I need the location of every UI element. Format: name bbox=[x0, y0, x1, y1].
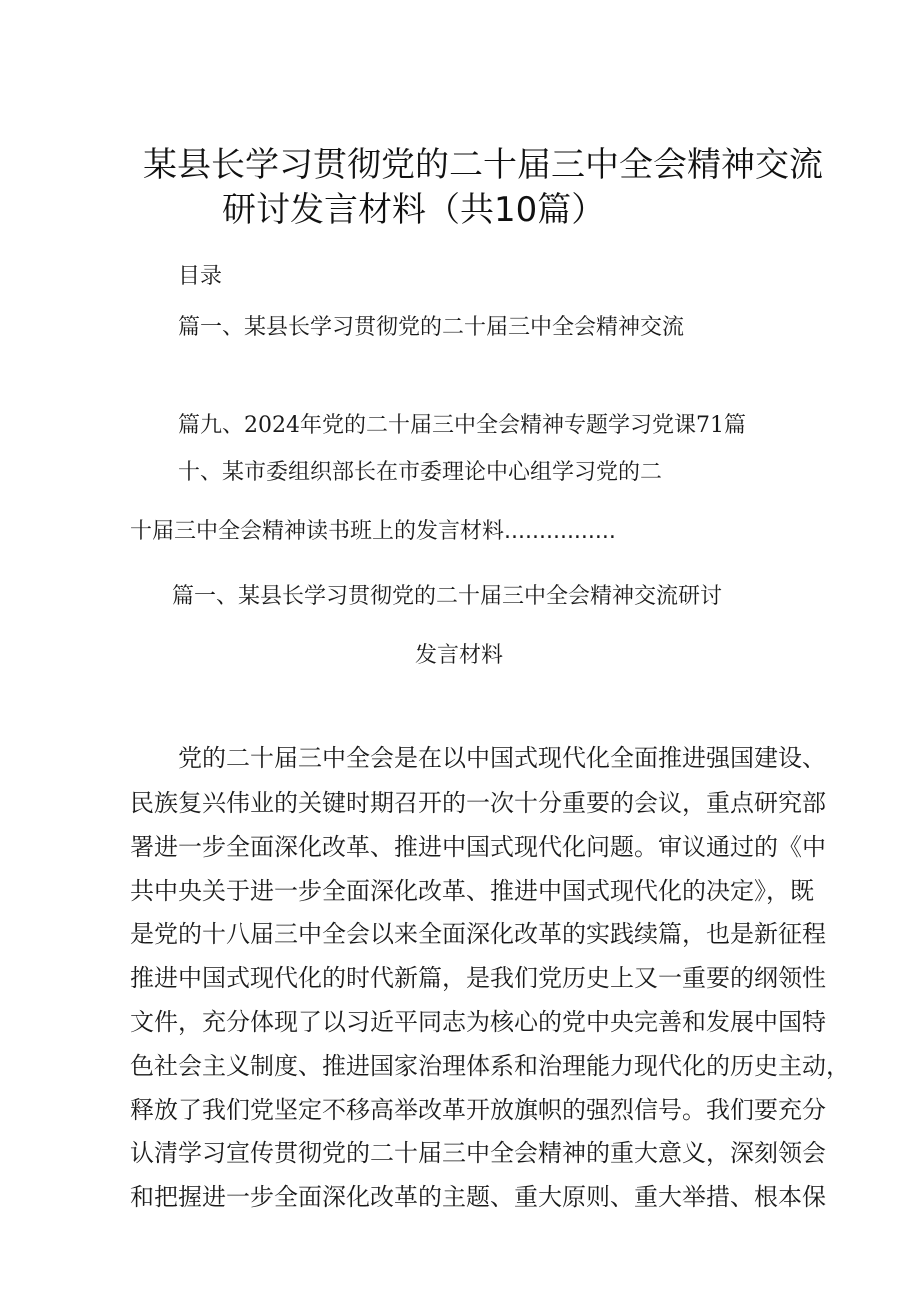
body-paragraph-line: 和把握进一步全面深化改革的主题、重大原则、重大举措、根本保 bbox=[130, 1183, 826, 1211]
body-paragraph-line: 是党的十八届三中全会以来全面深化改革的实践续篇，也是新征程 bbox=[130, 920, 826, 948]
body-paragraph-line: 释放了我们党坚定不移高举改革开放旗帜的强烈信号。我们要充分 bbox=[130, 1096, 826, 1124]
toc-item-9[interactable]: 篇九、2024年党的二十届三中全会精神专题学习党课71篇 bbox=[178, 413, 746, 438]
document-title-line-1: 某县长学习贯彻党的二十届三中全会精神交流 bbox=[143, 145, 823, 185]
toc-item-10-line-1[interactable]: 十、某市委组织部长在市委理论中心组学习党的二 bbox=[178, 460, 663, 485]
toc-item-1[interactable]: 篇一、某县长学习贯彻党的二十届三中全会精神交流 bbox=[178, 315, 685, 340]
toc-label: 目录 bbox=[178, 264, 223, 289]
body-paragraph-line: 民族复兴伟业的关键时期召开的一次十分重要的会议，重点研究部 bbox=[130, 789, 826, 817]
section-heading-line-2: 发言材料 bbox=[415, 643, 504, 668]
body-paragraph-line: 共中央关于进一步全面深化改革、推进中国式现代化的决定》，既 bbox=[130, 877, 814, 905]
body-paragraph-line: 认清学习宣传贯彻党的二十届三中全会精神的重大意义，深刻领会 bbox=[130, 1139, 826, 1167]
body-paragraph-line: 署进一步全面深化改革、推进中国式现代化问题。审议通过的《中 bbox=[130, 833, 826, 861]
body-paragraph-line: 党的二十届三中全会是在以中国式现代化全面推进强国建设、 bbox=[178, 744, 826, 772]
body-paragraph-line: 推进中国式现代化的时代新篇，是我们党历史上又一重要的纲领性 bbox=[130, 964, 826, 992]
document-title-line-2: 研讨发言材料（共10篇） bbox=[222, 190, 606, 230]
toc-item-10-line-2[interactable]: 十届三中全会精神读书班上的发言材料................ bbox=[130, 519, 616, 544]
section-heading-line-1: 篇一、某县长学习贯彻党的二十届三中全会精神交流研讨 bbox=[172, 584, 723, 609]
body-paragraph-line: 色社会主义制度、推进国家治理体系和治理能力现代化的历史主动， bbox=[130, 1052, 850, 1080]
body-paragraph-line: 文件，充分体现了以习近平同志为核心的党中央完善和发展中国特 bbox=[130, 1008, 826, 1036]
